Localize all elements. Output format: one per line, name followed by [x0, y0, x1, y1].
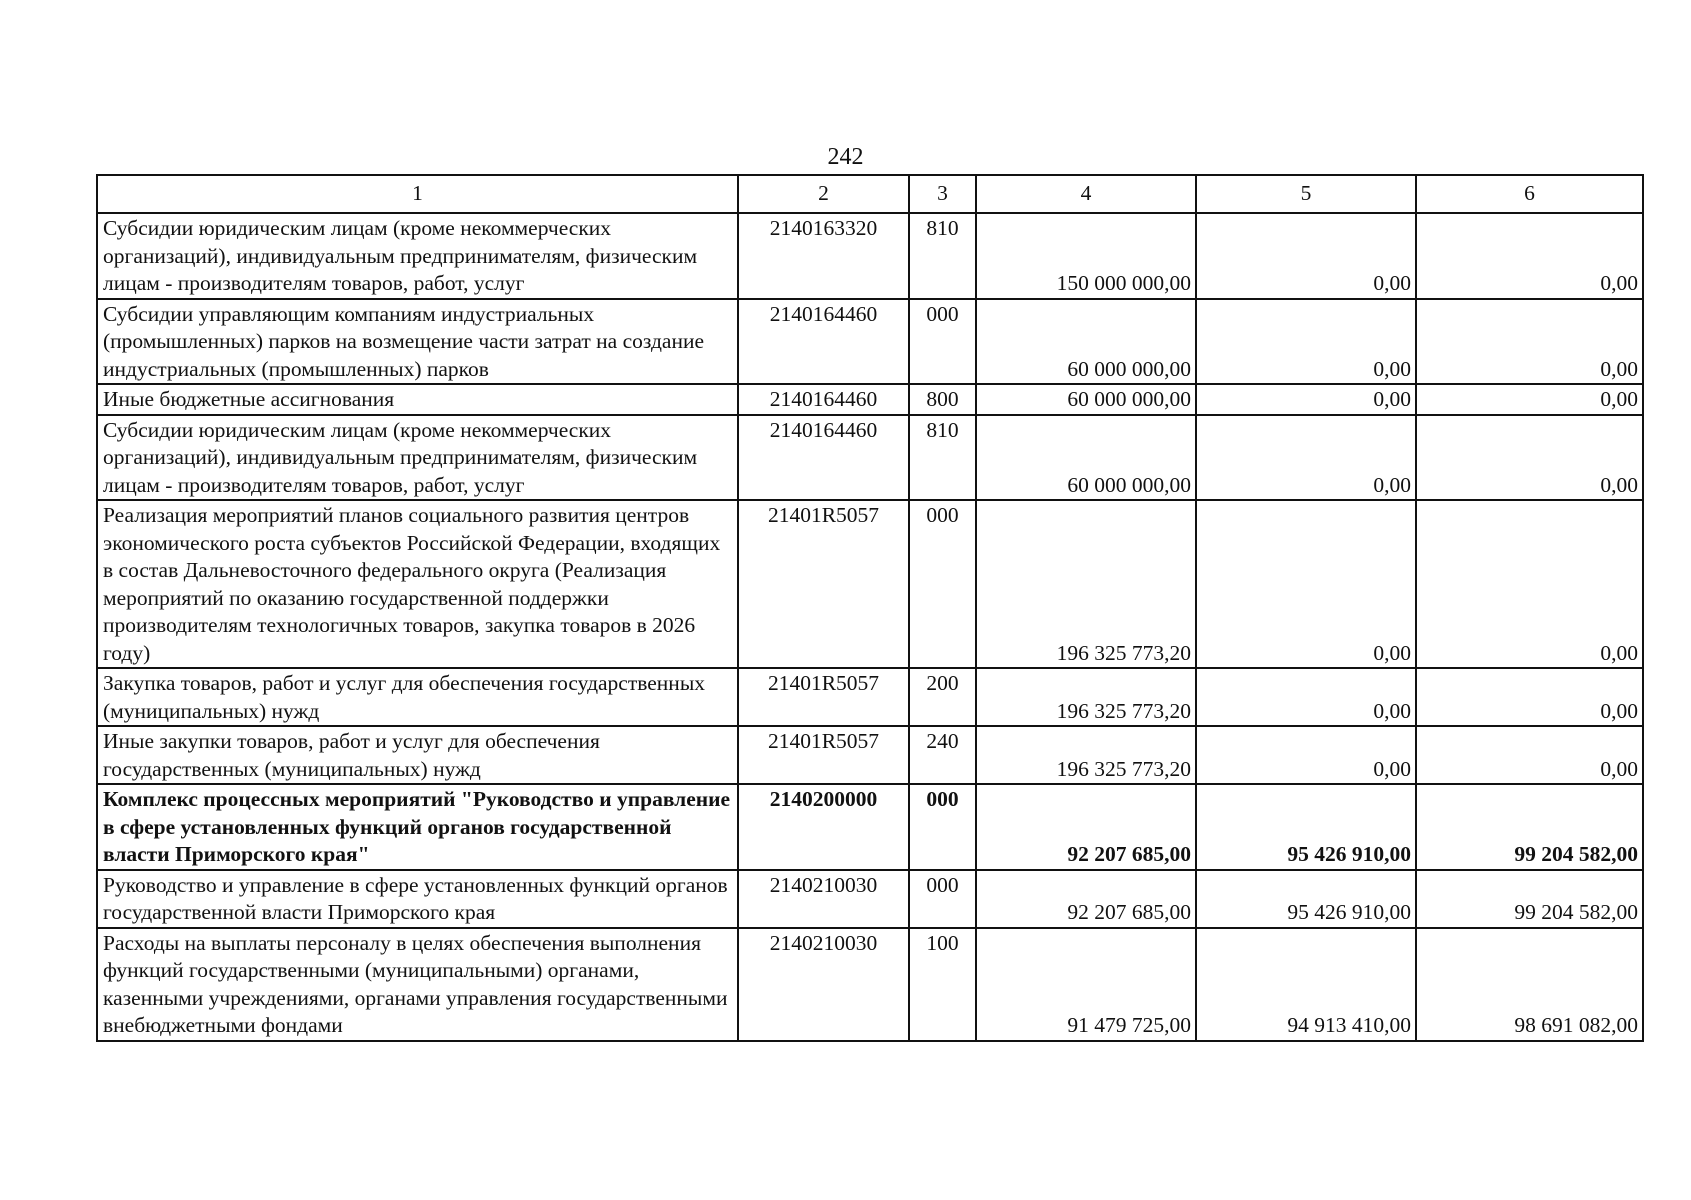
row-amount-col5: 0,00 — [1196, 415, 1416, 501]
column-header-6: 6 — [1416, 175, 1643, 213]
row-name: Иные закупки товаров, работ и услуг для обеспечения государственных (муниципальных) нужд — [97, 726, 738, 784]
row-name: Комплекс процессных мероприятий "Руководство и управление в сфере установленных функций органов государственной власти Приморского края" — [97, 784, 738, 870]
row-code: 21401R5057 — [738, 668, 909, 726]
row-amount-col5: 95 426 910,00 — [1196, 784, 1416, 870]
table-row — [97, 299, 1643, 385]
row-amount-col6: 0,00 — [1416, 384, 1643, 415]
row-amount-col5: 0,00 — [1196, 500, 1416, 668]
row-amount-col5: 95 426 910,00 — [1196, 870, 1416, 928]
budget-table — [96, 174, 1644, 1042]
table-row — [97, 726, 1643, 784]
table-row — [97, 870, 1643, 928]
row-name: Субсидии управляющим компаниям индустриальных (промышленных) парков на возмещение части затрат на создание индустриальных (промышленных) парков — [97, 299, 738, 385]
row-code: 2140210030 — [738, 870, 909, 928]
row-amount-col5: 0,00 — [1196, 668, 1416, 726]
table-row — [97, 415, 1643, 501]
row-amount-col4: 196 325 773,20 — [976, 500, 1196, 668]
row-name: Реализация мероприятий планов социального развития центров экономического роста субъектов Российской Федерации, входящих в состав Дальневосточного федерального округа (Реализация мероприятий по оказанию государственной поддержки производителям технологичных товаров, закупка товаров в 2026 году) — [97, 500, 738, 668]
row-code: 2140200000 — [738, 784, 909, 870]
row-amount-col4: 91 479 725,00 — [976, 928, 1196, 1041]
row-amount-col4: 196 325 773,20 — [976, 726, 1196, 784]
row-amount-col6: 0,00 — [1416, 668, 1643, 726]
column-header-2: 2 — [738, 175, 909, 213]
table-row — [97, 784, 1643, 870]
row-name: Субсидии юридическим лицам (кроме некоммерческих организаций), индивидуальным предпринимателям, физическим лицам - производителям товаров, работ, услуг — [97, 415, 738, 501]
row-expense-type: 200 — [909, 668, 976, 726]
row-amount-col6: 0,00 — [1416, 415, 1643, 501]
row-code: 21401R5057 — [738, 726, 909, 784]
row-expense-type: 000 — [909, 784, 976, 870]
row-name: Расходы на выплаты персоналу в целях обеспечения выполнения функций государственными (муниципальными) органами, казенными учреждениями, органами управления государственными внебюджетными фондами — [97, 928, 738, 1041]
row-code: 2140210030 — [738, 928, 909, 1041]
row-expense-type: 000 — [909, 870, 976, 928]
column-header-4: 4 — [976, 175, 1196, 213]
table-row — [97, 384, 1643, 415]
row-expense-type: 000 — [909, 299, 976, 385]
row-code: 2140164460 — [738, 299, 909, 385]
row-amount-col4: 92 207 685,00 — [976, 870, 1196, 928]
row-amount-col6: 0,00 — [1416, 213, 1643, 299]
row-expense-type: 000 — [909, 500, 976, 668]
row-amount-col4: 60 000 000,00 — [976, 415, 1196, 501]
table-row — [97, 668, 1643, 726]
column-header-5: 5 — [1196, 175, 1416, 213]
table-body — [97, 213, 1643, 1041]
row-amount-col6: 99 204 582,00 — [1416, 784, 1643, 870]
row-amount-col5: 0,00 — [1196, 299, 1416, 385]
table-row — [97, 500, 1643, 668]
table-row — [97, 213, 1643, 299]
row-expense-type: 240 — [909, 726, 976, 784]
row-amount-col6: 0,00 — [1416, 299, 1643, 385]
column-header-3: 3 — [909, 175, 976, 213]
row-expense-type: 100 — [909, 928, 976, 1041]
row-code: 21401R5057 — [738, 500, 909, 668]
row-amount-col4: 196 325 773,20 — [976, 668, 1196, 726]
row-amount-col4: 92 207 685,00 — [976, 784, 1196, 870]
row-amount-col5: 0,00 — [1196, 726, 1416, 784]
row-code: 2140164460 — [738, 384, 909, 415]
row-name: Закупка товаров, работ и услуг для обеспечения государственных (муниципальных) нужд — [97, 668, 738, 726]
row-name: Руководство и управление в сфере установленных функций органов государственной власти Приморского края — [97, 870, 738, 928]
page-number: 242 — [827, 144, 864, 170]
row-amount-col4: 150 000 000,00 — [976, 213, 1196, 299]
row-name: Субсидии юридическим лицам (кроме некоммерческих организаций), индивидуальным предпринимателям, физическим лицам - производителям товаров, работ, услуг — [97, 213, 738, 299]
row-amount-col6: 0,00 — [1416, 500, 1643, 668]
row-amount-col6: 99 204 582,00 — [1416, 870, 1643, 928]
row-amount-col4: 60 000 000,00 — [976, 299, 1196, 385]
row-code: 2140163320 — [738, 213, 909, 299]
row-code: 2140164460 — [738, 415, 909, 501]
row-name: Иные бюджетные ассигнования — [97, 384, 738, 415]
row-expense-type: 810 — [909, 415, 976, 501]
row-amount-col5: 0,00 — [1196, 384, 1416, 415]
row-amount-col6: 98 691 082,00 — [1416, 928, 1643, 1041]
row-amount-col6: 0,00 — [1416, 726, 1643, 784]
table-row — [97, 928, 1643, 1041]
row-expense-type: 810 — [909, 213, 976, 299]
table-header-row — [97, 175, 1643, 213]
row-expense-type: 800 — [909, 384, 976, 415]
row-amount-col4: 60 000 000,00 — [976, 384, 1196, 415]
column-header-1: 1 — [97, 175, 738, 213]
row-amount-col5: 94 913 410,00 — [1196, 928, 1416, 1041]
row-amount-col5: 0,00 — [1196, 213, 1416, 299]
